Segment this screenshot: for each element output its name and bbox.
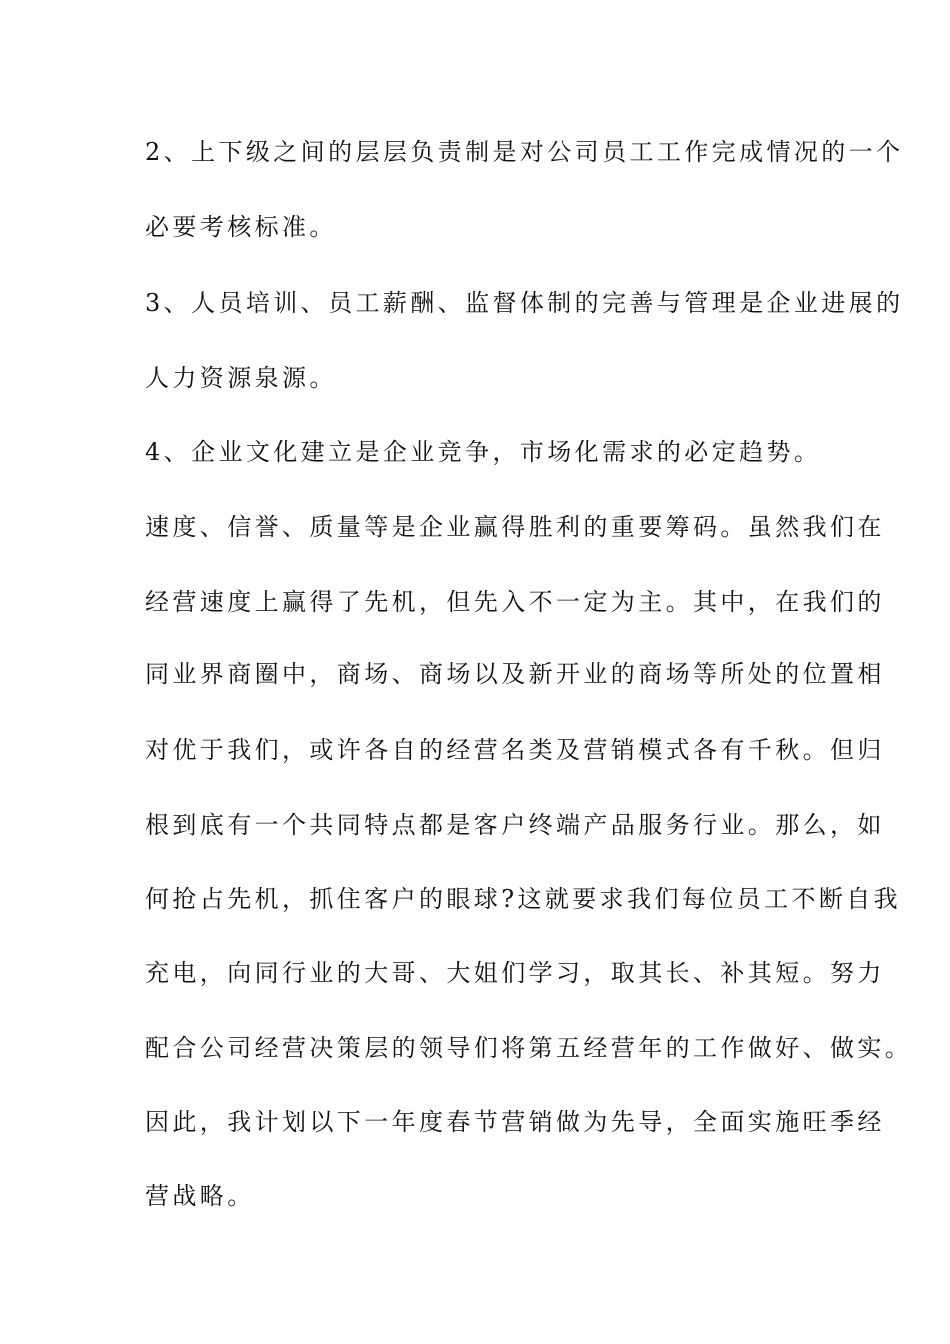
text-line-12: 充电，向同行业的大哥、大姐们学习，取其长、补其短。努力 (145, 959, 885, 987)
text-line-1: 2、上下级之间的层层负责制是对公司员工工作完成情况的一个 (145, 138, 904, 166)
text-line-7: 经营速度上赢得了先机，但先入不一定为主。其中，在我们的 (145, 588, 885, 616)
text-line-4: 人力资源泉源。 (145, 364, 337, 392)
text-line-5: 4、企业文化建立是企业竞争，市场化需求的必定趋势。 (145, 438, 822, 466)
text-line-15: 营战略。 (145, 1182, 255, 1210)
text-line-13: 配合公司经营决策层的领导们将第五经营年的工作做好、做实。 (145, 1034, 913, 1062)
text-line-10: 根到底有一个共同特点都是客户终端产品服务行业。那么，如 (145, 811, 885, 839)
text-line-2: 必要考核标准。 (145, 213, 337, 241)
text-line-14: 因此，我计划以下一年度春节营销做为先导，全面实施旺季经 (145, 1108, 885, 1136)
text-line-11: 何抢占先机，抓住客户的眼球?这就要求我们每位员工不断自我 (145, 885, 902, 913)
text-line-3: 3、人员培训、员工薪酬、监督体制的完善与管理是企业进展的 (145, 289, 904, 317)
text-line-8: 同业界商圈中，商场、商场以及新开业的商场等所处的位置相 (145, 660, 885, 688)
text-line-9: 对优于我们，或许各自的经营名类及营销模式各有千秋。但归 (145, 736, 885, 764)
text-line-6: 速度、信誉、质量等是企业赢得胜利的重要筹码。虽然我们在 (145, 513, 885, 541)
